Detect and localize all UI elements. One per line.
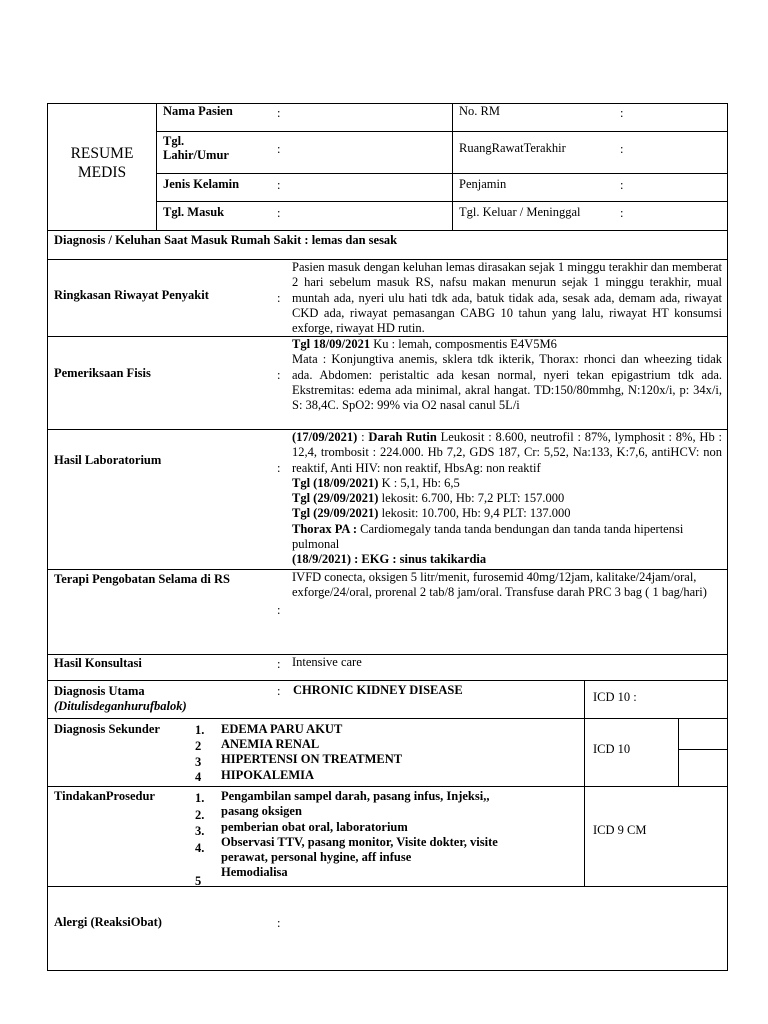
diagnosis-utama-value: CHRONIC KIDNEY DISEASE (293, 683, 463, 697)
pemeriksaan-text: Mata : Konjungtiva anemis, sklera tdk ikterik, Thorax: rhonci dan wheezing tidak ada. Abdomen: peristaltic ada kesan normal, nyeri tekan epigastrium tdk ada. Ekstremitas: edema ada minimal, akral hangat. TD:150/80mmhg, N:120x/i, p: 34x/i, S: 38,4C. SpO2: 99% via O2 nasal canul 5L/i (292, 352, 722, 413)
colon: : (277, 657, 281, 671)
colon: : (620, 106, 624, 120)
icd-subdivider (678, 718, 679, 787)
table-border-top (47, 103, 728, 104)
tgl-lahir-label-1: Tgl. (163, 134, 185, 148)
colon: : (620, 206, 624, 220)
sekunder-num: 2 (195, 739, 202, 753)
tindakan-label: TindakanProsedur (54, 789, 155, 803)
lab-text: K : 5,1, Hb: 6,5 (378, 475, 460, 490)
colon: : (620, 142, 624, 156)
lab-line (292, 506, 722, 521)
tindakan-num: 4. (195, 841, 205, 855)
sekunder-item: ANEMIA RENAL (221, 737, 320, 751)
tindakan-line: Hemodialisa (221, 865, 288, 879)
lab-text: Leukosit : 8.600, neutrofil : 87%, lymphosit : 8%, Hb : 12,4, trombosit : 224.000. Hb 7,2, GDS 187, Cr: 5,52, Na:133, K:7,6, antiHCV: non reaktif, Anti HIV: non reaktif, HbsAg: non reaktif (292, 430, 722, 475)
lab-heading: Darah Rutin (368, 430, 437, 444)
lab-line (292, 476, 722, 491)
colon: : (277, 178, 281, 192)
colon: : (277, 106, 281, 120)
sekunder-num: 1. (195, 723, 205, 737)
row-line (47, 230, 728, 231)
konsultasi-value: Intensive care (292, 655, 362, 669)
icd-10-sekunder-label: ICD 10 (593, 742, 631, 756)
diagnosis-utama-label: Diagnosis Utama (54, 684, 145, 698)
table-border-right (727, 103, 728, 971)
lab-thorax (292, 522, 722, 553)
penjamin-label: Penjamin (459, 177, 507, 191)
pemeriksaan-first: Ku : lemah, composmentis E4V5M6 (370, 337, 557, 351)
pemeriksaan-block (292, 337, 722, 413)
nama-pasien-label: Nama Pasien (163, 104, 233, 118)
sekunder-item: EDEMA PARU AKUT (221, 722, 343, 736)
tindakan-line: pemberian obat oral, laboratorium (221, 820, 408, 834)
icd-subline (678, 749, 728, 750)
tgl-masuk-label: Tgl. Masuk (163, 205, 225, 219)
no-rm-label: No. RM (459, 104, 500, 118)
colon: : (277, 916, 281, 930)
tindakan-num: 5 (195, 874, 202, 888)
laboratorium-block (292, 430, 722, 568)
sekunder-num: 3 (195, 755, 202, 769)
ruang-rawat-label: RuangRawatTerakhir (459, 141, 566, 155)
tgl-lahir-label-2: Lahir/Umur (163, 148, 229, 162)
lab-heading: Tgl (29/09/2021) (292, 506, 379, 521)
lab-ekg: (18/9/2021) : EKG : sinus takikardia (292, 552, 487, 567)
icd-divider (584, 680, 585, 887)
alergi-label: Alergi (ReaksiObat) (54, 915, 162, 929)
tindakan-num: 1. (195, 791, 205, 805)
sekunder-item: HIPERTENSI ON TREATMENT (221, 752, 403, 766)
row-line (47, 654, 728, 655)
lab-text: Cardiomegaly tanda tanda bendungan dan tanda tanda hipertensi pulmonal (292, 521, 684, 552)
sekunder-num: 4 (195, 770, 202, 784)
table-border-left (47, 103, 48, 971)
tindakan-line: perawat, personal hygine, aff infuse (221, 850, 412, 864)
lab-heading: Tgl (18/09/2021) (292, 475, 379, 490)
tgl-keluar-label: Tgl. Keluar / Meninggal (459, 205, 581, 219)
colon: : (277, 291, 281, 305)
colon: : (620, 178, 624, 192)
tindakan-line: Observasi TTV, pasang monitor, Visite dokter, visite (221, 835, 498, 849)
lab-date: (17/09/2021) (292, 430, 358, 444)
colon: : (277, 142, 281, 156)
resume-title (48, 144, 156, 182)
laboratorium-label: Hasil Laboratorium (54, 453, 162, 467)
ringkasan-label: Ringkasan Riwayat Penyakit (54, 288, 209, 302)
lab-text: lekosit: 10.700, Hb: 9,4 PLT: 137.000 (378, 506, 571, 521)
resume-title-line-1: RESUME (70, 145, 134, 162)
lab-darah-rutin (292, 430, 722, 476)
pemeriksaan-date: Tgl 18/09/2021 (292, 337, 371, 351)
terapi-label: Terapi Pengobatan Selama di RS (54, 572, 230, 586)
lab-separator: : (357, 430, 369, 444)
tindakan-num: 2. (195, 808, 205, 822)
tindakan-line: Pengambilan sampel darah, pasang infus, Injeksi,, (221, 789, 490, 803)
resume-title-line-2: MEDIS (77, 164, 127, 181)
sekunder-item: HIPOKALEMIA (221, 768, 315, 782)
table-border-bottom (47, 970, 728, 971)
diagnosis-masuk: Diagnosis / Keluhan Saat Masuk Rumah Sakit : lemas dan sesak (54, 233, 398, 247)
diagnosis-utama-note: (Ditulisdeganhurufbalok) (54, 699, 187, 713)
row-line (47, 886, 728, 887)
lab-text: lekosit: 6.700, Hb: 7,2 PLT: 157.000 (378, 491, 565, 506)
header-divider-1 (156, 103, 157, 230)
icd-10-label: ICD 10 : (593, 690, 637, 704)
header-row-line-2 (156, 173, 728, 174)
row-line (47, 718, 728, 719)
icd-9-cm-label: ICD 9 CM (593, 823, 647, 837)
terapi-text: IVFD conecta, oksigen 5 litr/menit, furosemid 40mg/12jam, kalitake/24jam/oral, exforge/24/oral, prorenal 2 tab/8 jam/oral. Transfuse darah PRC 3 bag ( 1 bag/hari) (292, 570, 707, 600)
colon: : (277, 603, 281, 617)
colon: : (277, 684, 281, 698)
tindakan-num: 3. (195, 824, 205, 838)
diagnosis-sekunder-label: Diagnosis Sekunder (54, 722, 160, 736)
colon: : (277, 206, 281, 220)
tindakan-line: pasang oksigen (221, 804, 302, 818)
lab-heading: Tgl (29/09/2021) (292, 491, 379, 506)
jenis-kelamin-label: Jenis Kelamin (163, 177, 240, 191)
konsultasi-label: Hasil Konsultasi (54, 656, 142, 670)
colon: : (277, 368, 281, 382)
lab-heading: Thorax PA : (292, 521, 358, 536)
row-line (47, 786, 728, 787)
row-line (47, 680, 728, 681)
header-divider-2 (452, 103, 453, 230)
colon: : (277, 461, 281, 475)
header-row-line-3 (156, 201, 728, 202)
lab-line (292, 491, 722, 506)
pemeriksaan-label: Pemeriksaan Fisis (54, 366, 151, 380)
ringkasan-text: Pasien masuk dengan keluhan lemas dirasakan sejak 1 minggu terakhir dan memberat 2 hari sebelum masuk RS, nafsu makan menurun sejak 1 minggu terakhir, mual muntah ada, nyeri ulu hati tdk ada, batuk tidak ada, sesak ada, demam ada, riwayat CKD ada, riwayat pemasangan CABG 10 tahun yang lalu, riwayat HT konsumsi exforge, riwayat HD rutin. (292, 260, 722, 336)
header-row-line-1 (156, 131, 728, 132)
